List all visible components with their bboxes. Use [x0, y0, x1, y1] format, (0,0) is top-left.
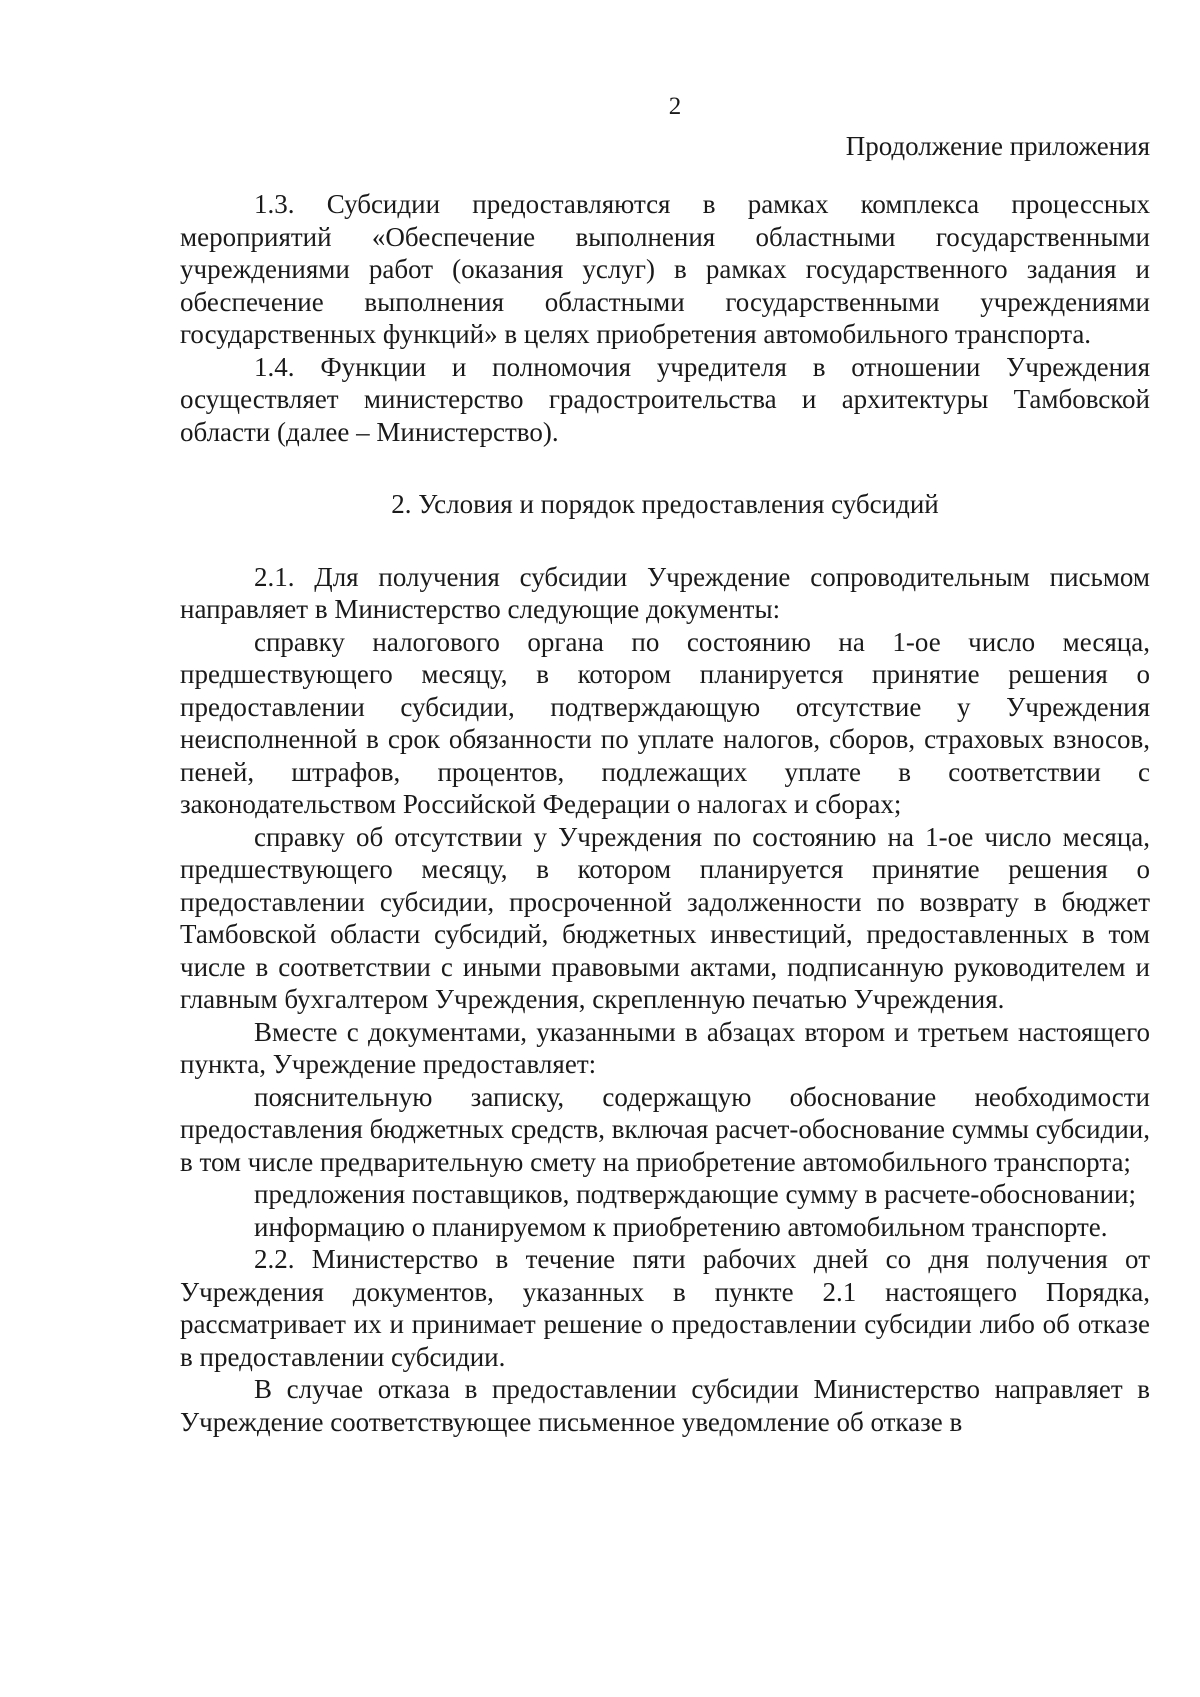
paragraph-vehicle-info: информацию о планируемом к приобретению автомобильном транспорте.: [254, 1211, 1108, 1242]
continuation-label: Продолжение приложения: [845, 131, 1150, 161]
paragraph-together-with: Вместе с документами, указанными в абзацах втором и третьем настоящего пункта, Учреждение предоставляет:: [180, 1016, 1150, 1079]
document-page: [180, 92, 1150, 1652]
paragraph-refusal: В случае отказа в предоставлении субсидии Министерство направляет в Учреждение соответствующее письменное уведомление об отказе в: [180, 1374, 1150, 1437]
paragraph-1-4: 1.4. Функции и полномочия учредителя в отношении Учреждения осуществляет министерство градостроительства и архитектуры Тамбовской области (далее – Министерство).: [180, 351, 1150, 447]
paragraph-tax-certificate: справку налогового органа по состоянию на 1-ое число месяца, предшествующего месяцу, в котором планируется принятие решения о предоставлении субсидии, подтверждающую отсутствие у Учреждения неисполненной в срок обязанности по уплате налогов, сборов, страховых взносов, пеней, штрафов, процентов, подлежащих уплате в соответствии с законодательством Российской Федерации о налогах и сборах;: [180, 626, 1150, 819]
paragraph-supplier-offers: предложения поставщиков, подтверждающие сумму в расчете-обосновании;: [254, 1179, 1136, 1209]
section-heading: 2. Условия и порядок предоставления субсидий: [391, 489, 939, 519]
paragraph-2-2: 2.2. Министерство в течение пяти рабочих дней со дня получения от Учреждения документов, указанных в пункте 2.1 настоящего Порядка, рассматривает их и принимает решение о предоставлении субсидии либо об отказе в предоставлении субсидии.: [180, 1244, 1150, 1372]
paragraph-explanatory-note: пояснительную записку, содержащую обоснование необходимости предоставления бюджетных средств, включая расчет-обоснование суммы субсидии, в том числе предварительную смету на приобретение автомобильного транспорта;: [180, 1081, 1150, 1177]
paragraph-debt-certificate: справку об отсутствии у Учреждения по состоянию на 1-ое число месяца, предшествующего месяцу, в котором планируется принятие решения о предоставлении субсидии, просроченной задолженности по возврату в бюджет Тамбовской области субсидий, бюджетных инвестиций, предоставленных в том числе в соответствии с иными правовыми актами, подписанную руководителем и главным бухгалтером Учреждения, скрепленную печатью Учреждения.: [180, 821, 1150, 1014]
page-number: 2: [668, 93, 682, 120]
paragraph-1-3: 1.3. Субсидии предоставляются в рамках комплекса процессных мероприятий «Обеспечение выполнения областными государственными учреждениями работ (оказания услуг) в рамках государственного задания и обеспечение выполнения областными государственными учреждениями государственных функций» в целях приобретения автомобильного транспорта.: [180, 189, 1150, 349]
paragraph-2-1: 2.1. Для получения субсидии Учреждение сопроводительным письмом направляет в Министерство следующие документы:: [180, 561, 1150, 624]
